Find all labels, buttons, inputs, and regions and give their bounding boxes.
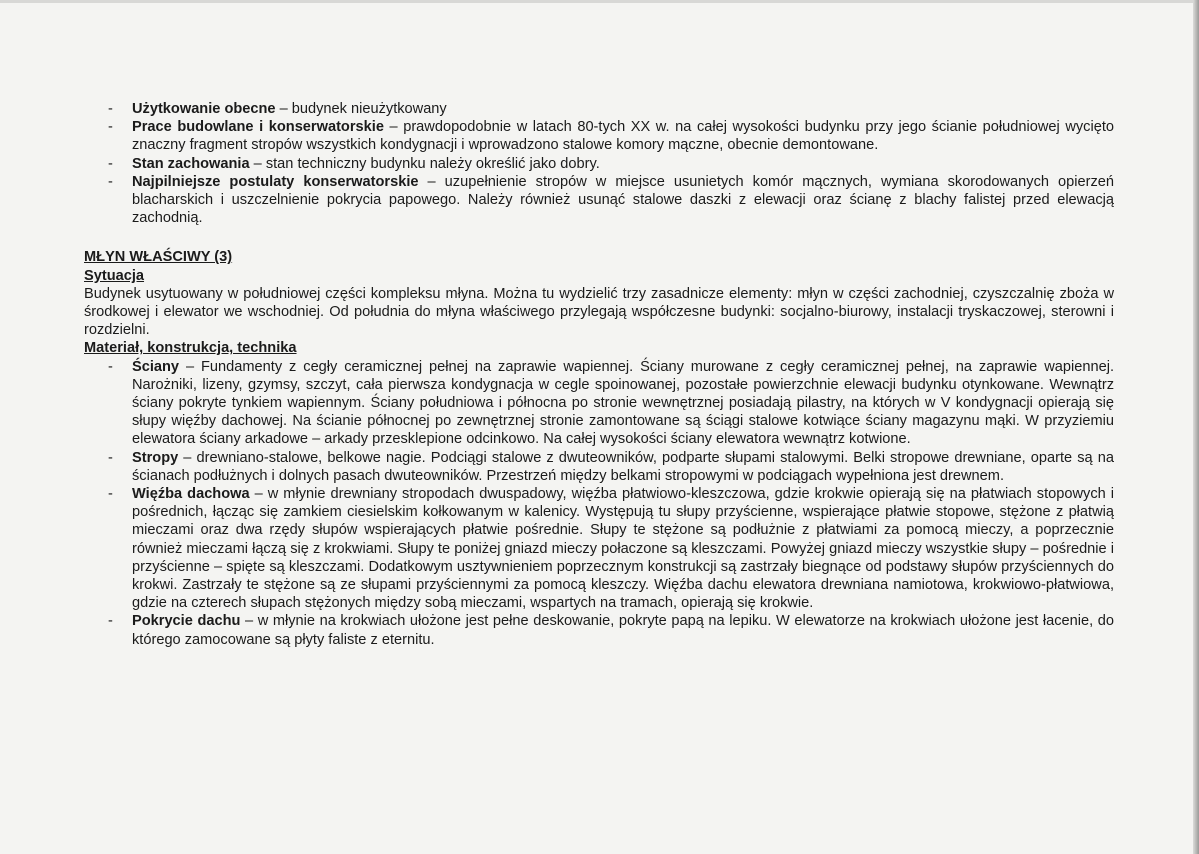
bullet-dash: -	[108, 613, 113, 630]
situation-heading: Sytuacja	[84, 267, 145, 284]
item-term: Najpilniejsze postulaty konserwatorskie	[132, 173, 419, 190]
item-text: – budynek nieużytkowany	[275, 101, 447, 117]
item-text: – prawdopodobnie w latach 80-tych XX w. na całej wysokości budynku przy jego ścianie południowej wycięto znaczny fragment stropów wszystkich kondygnacji i wprowadzono stalowe komory mączne, obecnie demontowane.	[132, 119, 1114, 154]
situation-paragraph: Budynek usytuowany w południowej części kompleksu młyna. Można tu wydzielić trzy zasadnicze elementy: młyn w części zachodniej, czyszczalnię zboża w środkowej i elewator we wschodniej. Od południa do młyna właściwego przylegają współczesne budynki: socjalno-biurowy, instalacji tryskaczowej, sterowni i rozdzielni.	[84, 285, 1114, 339]
item-term: Więźba dachowa	[132, 486, 250, 503]
list-item	[84, 612, 1114, 648]
list-item	[84, 100, 1114, 118]
item-text: – uzupełnienie stropów w miejsce usunietych komór mącznych, wymiana skorodowanych opierzeń blacharskich i uszczelnienie pokrycia papowego. Należy również usunąć stalowe daszki z elewacji oraz ścianę z blachy falistej przed elewacją zachodnią.	[132, 173, 1115, 227]
item-term: Ściany	[132, 358, 180, 375]
item-term: Prace budowlane i konserwatorskie	[132, 119, 384, 136]
document-page	[84, 100, 1114, 649]
bullet-dash: -	[108, 155, 113, 172]
item-text: – drewniano-stalowe, belkowe nagie. Podciągi stalowe z dwuteowników, podparte słupami stalowymi. Belki stropowe drewniane, oparte są na ścianach podłużnych i dolnych pasach dwuteowników. Przestrzeń między belkami stropowymi w podciągach wypełniona jest drewnem.	[132, 449, 1114, 484]
list-item	[84, 449, 1114, 485]
bullet-dash: -	[108, 173, 113, 190]
bullet-dash: -	[108, 358, 113, 375]
bullet-dash: -	[108, 101, 113, 117]
item-term: Użytkowanie obecne	[132, 101, 276, 117]
item-term: Stropy	[132, 449, 179, 466]
scan-edge-right	[1193, 0, 1199, 854]
item-text: – Fundamenty z cegły ceramicznej pełnej na zaprawie wapiennej. Ściany murowane z cegły ceramicznej pełnej, na zaprawie wapiennej. Narożniki, lizeny, gzymsy, szczyt, cała pierwsza kondygnacja w cegle spoinowanej, pozostałe powierzchnie elewacji budynku otynkowane. Wewnątrz ściany pokryte tynkiem wapiennym. Ściany południowa i północna po stronie wewnętrznej posiadają pilastry, na których w V kondygnacji opierają się słupy więźby dachowej. Na ścianie północnej po zewnętrznej stronie zamontowane są ściągi stalowe kotwiące ściany magazynu mąki. W przyziemiu elewatora ściany arkadowe – arkady przesklepione odcinkowo. Na całej wysokości ściany elewatora wewnątrz kotwione.	[132, 358, 1114, 448]
list-item	[84, 155, 1114, 173]
bullet-list-status	[84, 100, 1114, 227]
item-text: – stan techniczny budynku należy określić jako dobry.	[249, 155, 600, 172]
section-title: MŁYN WŁAŚCIWY (3)	[84, 249, 233, 266]
item-term: Pokrycie dachu	[132, 613, 241, 630]
list-item	[84, 173, 1114, 228]
list-item	[84, 118, 1114, 154]
list-item	[84, 358, 1114, 449]
bullet-dash: -	[108, 119, 113, 136]
bullet-dash: -	[108, 486, 113, 503]
item-text: – w młynie na krokwiach ułożone jest pełne deskowanie, pokryte papą na lepiku. W elewatorze na krokwiach ułożone jest łacenie, do którego zamocowane są płyty faliste z eternitu.	[132, 613, 1114, 648]
spacer	[84, 227, 1114, 248]
item-term: Stan zachowania	[132, 155, 250, 172]
material-heading: Materiał, konstrukcja, technika	[84, 340, 297, 357]
bullet-list-construction	[84, 358, 1114, 649]
bullet-dash: -	[108, 449, 113, 466]
list-item	[84, 485, 1114, 612]
item-text: – w młynie drewniany stropodach dwuspadowy, więźba płatwiowo-kleszczowa, gdzie krokwie opierają się na płatwiach stopowych i pośrednich, łącząc się zamkiem ciesielskim kołkowanym w kalenicy. Występują tu słupy przyścienne, wspierające płatwie stopowe, stężone z płatwią mieczami oraz dwa rzędy słupów wspierających płatwie pośrednie. Słupy te stężone są podłużnie z płatwiami za pomocą mieczy, a poprzecznie również mieczami łączą się z krokwiami. Słupy te poniżej gniazd mieczy połaczone są kleszczami. Powyżej gniazd mieczy wszystkie słupy – pośrednie i przyścienne – spięte są kleszczami. Dodatkowym usztywnieniem poprzecznym konstrukcji są zastrzały biegnące od podstawy słupów przyściennych do krokwi. Zastrzały te stężone są ze słupami przyściennymi za pomocą kleszczy. Więźba dachu elewatora drewniana namiotowa, krokwiowo-płatwiowa, gdzie na czterech słupach stężonych między sobą mieczami, wspartych na tramach, opierają się krokwie.	[132, 486, 1114, 612]
scan-edge-top	[0, 0, 1199, 3]
